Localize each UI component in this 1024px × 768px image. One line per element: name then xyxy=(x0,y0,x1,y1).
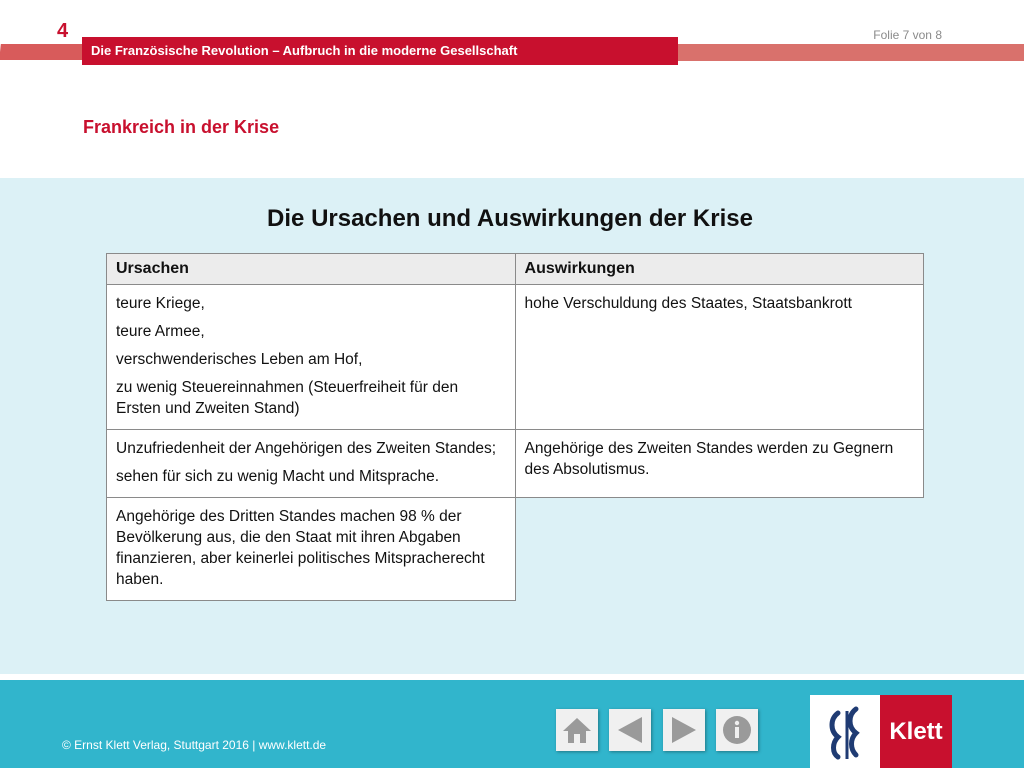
effect-line: Angehörige des Zweiten Standes werden zu Gegnern des Absolutismus. xyxy=(524,440,894,478)
next-icon xyxy=(667,713,701,747)
crisis-table xyxy=(106,253,924,601)
info-button[interactable] xyxy=(716,709,758,751)
effect-cell xyxy=(515,285,923,430)
table-row xyxy=(107,430,924,498)
next-button[interactable] xyxy=(663,709,705,751)
home-icon xyxy=(560,713,594,747)
home-button[interactable] xyxy=(556,709,598,751)
copyright: © Ernst Klett Verlag, Stuttgart 2016 | www.klett.de xyxy=(62,738,327,752)
table-row xyxy=(107,498,924,601)
slide-title: Die Ursachen und Auswirkungen der Krise xyxy=(267,205,753,232)
header-strip-left xyxy=(0,44,85,60)
cause-line: teure Armee, xyxy=(116,323,205,340)
cause-cell xyxy=(107,498,516,601)
presentation-title: Die Französische Revolution – Aufbruch in die moderne Gesellschaft xyxy=(82,37,678,65)
klett-logo xyxy=(810,695,952,768)
cause-line: sehen für sich zu wenig Macht und Mitsprache. xyxy=(116,468,440,485)
table-row xyxy=(107,285,924,430)
cause-cell xyxy=(107,285,516,430)
klett-logo-text: Klett xyxy=(880,695,952,768)
table-header-row xyxy=(107,254,924,285)
slide-counter: Folie 7 von 8 xyxy=(873,28,942,42)
cause-cell xyxy=(107,430,516,498)
klett-emblem-icon xyxy=(818,703,876,761)
info-icon xyxy=(720,713,754,747)
empty-cell xyxy=(515,498,923,601)
column-header-causes: Ursachen xyxy=(107,254,516,285)
previous-button[interactable] xyxy=(609,709,651,751)
cause-line: zu wenig Steuereinnahmen (Steuerfreiheit für den Ersten und Zweiten Stand) xyxy=(116,379,459,417)
previous-icon xyxy=(613,713,647,747)
column-header-effects: Auswirkungen xyxy=(515,254,923,285)
cause-line: Angehörige des Dritten Standes machen 98 % der Bevölkerung aus, die den Staat mit ihren Abgaben finanzieren, aber keinerlei politisches Mitspracherecht haben. xyxy=(116,508,485,588)
chapter-number: 4 xyxy=(57,20,69,42)
effect-line: hohe Verschuldung des Staates, Staatsbankrott xyxy=(524,295,852,312)
cause-line: teure Kriege, xyxy=(116,295,205,312)
cause-line: Unzufriedenheit der Angehörigen des Zweiten Standes; xyxy=(116,440,496,457)
header-strip-right xyxy=(678,44,1024,61)
cause-line: verschwenderisches Leben am Hof, xyxy=(116,351,363,368)
effect-cell xyxy=(515,430,923,498)
section-heading: Frankreich in der Krise xyxy=(83,117,280,137)
